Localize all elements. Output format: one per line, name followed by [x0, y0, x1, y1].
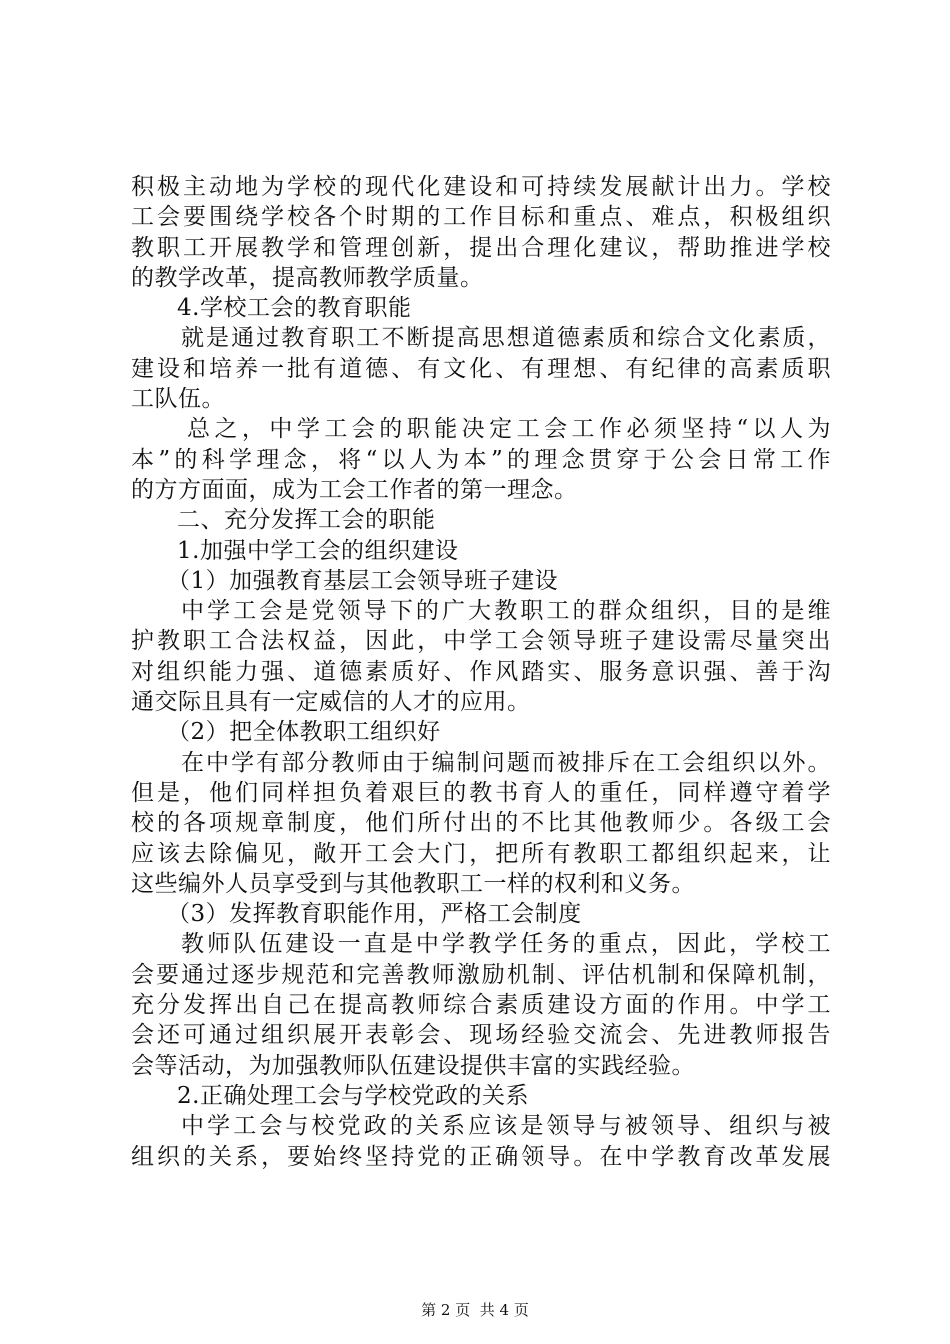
- text-line: 的教学改革，提高教师教学质量。: [131, 264, 484, 291]
- page-number-footer: 第 2 页 共 4 页: [421, 1301, 529, 1319]
- text-line: 工会要围绕学校各个时期的工作目标和重点、难点，积极组织: [131, 204, 831, 231]
- text-line: 会还可通过组织展开表彰会、现场经验交流会、先进教师报告: [131, 1022, 831, 1049]
- text-line: 在中学有部分教师由于编制问题而被排斥在工会组织以外。: [181, 749, 831, 776]
- text-line: 这些编外人员享受到与其他教职工一样的权利和义务。: [131, 870, 695, 897]
- text-line: 教职工开展教学和管理创新，提出合理化建议，帮助推进学校: [131, 234, 831, 261]
- text-line: 中学工会是党领导下的广大教职工的群众组织，目的是维: [181, 598, 831, 625]
- text-line: 中学工会与校党政的关系应该是领导与被领导、组织与被: [181, 1113, 831, 1140]
- subsection-heading: （1）加强教育基层工会领导班子建设: [167, 567, 559, 594]
- text-line: 工队伍。: [131, 386, 225, 413]
- text-line: 的方方面面，成为工会工作者的第一理念。: [131, 476, 578, 503]
- document-body: [131, 172, 831, 1172]
- text-line: 校的各项规章制度，他们所付出的不比其他教师少。各级工会: [131, 810, 831, 837]
- text-line: 护教职工合法权益，因此，中学工会领导班子建设需尽量突出: [131, 628, 831, 655]
- text-line: 组织的关系，要始终坚持党的正确领导。在中学教育改革发展: [131, 1143, 831, 1170]
- subsection-heading: （3）发挥教育职能作用，严格工会制度: [167, 901, 582, 928]
- section-heading: 二、充分发挥工会的职能: [177, 507, 436, 534]
- text-line: 通交际且具有一定威信的人才的应用。: [131, 689, 531, 716]
- subsection-heading: （2）把全体教职工组织好: [167, 719, 441, 746]
- section-heading: 1.加强中学工会的组织建设: [177, 537, 459, 564]
- section-heading: 2.正确处理工会与学校党政的关系: [177, 1082, 529, 1109]
- text-line: 本”的科学理念，将“以人为本”的理念贯穿于公会日常工作: [131, 446, 831, 473]
- text-line: 就是通过教育职工不断提高思想道德素质和综合文化素质，: [181, 325, 831, 352]
- text-line: 积极主动地为学校的现代化建设和可持续发展献计出力。学校: [131, 174, 831, 200]
- text-line: 应该去除偏见，敞开工会大门，把所有教职工都组织起来，让: [131, 840, 831, 867]
- text-line: 总之，中学工会的职能决定工会工作必须坚持“以人为: [187, 416, 831, 443]
- text-line: 会等活动，为加强教师队伍建设提供丰富的实践经验。: [131, 1052, 695, 1079]
- text-line: 会要通过逐步规范和完善教师激励机制、评估机制和保障机制，: [131, 961, 831, 988]
- text-line: 但是，他们同样担负着艰巨的教书育人的重任，同样遵守着学: [131, 779, 831, 806]
- text-line: 建设和培养一批有道德、有文化、有理想、有纪律的高素质职: [131, 355, 831, 382]
- text-line: 充分发挥出自己在提高教师综合素质建设方面的作用。中学工: [131, 992, 831, 1019]
- text-line: 对组织能力强、道德素质好、作风踏实、服务意识强、善于沟: [131, 658, 831, 685]
- text-line: 教师队伍建设一直是中学教学任务的重点，因此，学校工: [181, 931, 831, 958]
- section-heading: 4.学校工会的教育职能: [177, 295, 412, 322]
